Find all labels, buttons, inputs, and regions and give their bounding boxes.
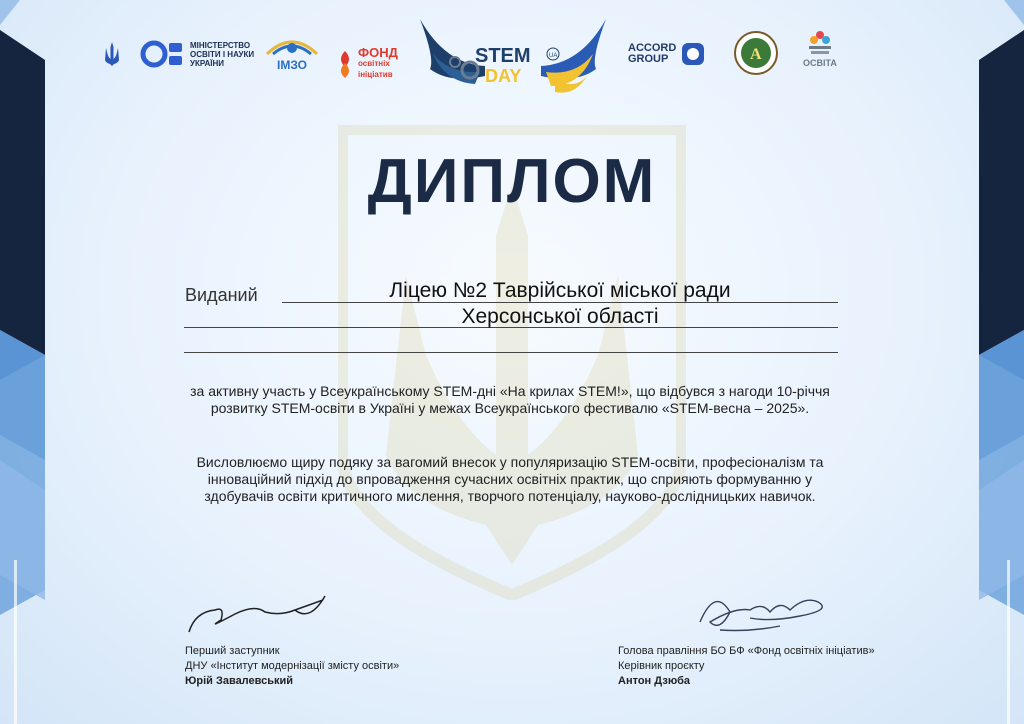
signer-right-position2: Керівник проєкту xyxy=(618,660,705,672)
seal-letter: А xyxy=(750,46,762,63)
recipient-name-line-1: Ліцею №2 Таврійської міської ради xyxy=(389,279,731,302)
accord-logo xyxy=(628,41,706,67)
recipient-name-line-2: Херсонської області xyxy=(461,305,659,328)
school-seal-logo xyxy=(733,30,779,76)
stem-word: STEM xyxy=(475,45,531,67)
imzo-text: ІМЗО xyxy=(276,58,308,72)
fond-text xyxy=(358,36,398,91)
osvita-logo xyxy=(803,28,837,68)
imzo-logo xyxy=(265,36,319,72)
fond-logo xyxy=(336,36,398,91)
day-word: DAY xyxy=(485,66,522,86)
ministry-text: МІНІСТЕРСТВО ОСВІТИ І НАУКИ УКРАЇНИ xyxy=(190,40,255,68)
gratitude-text: Висловлюємо щиру подяку за вагомий внесок у популяризацію STEM-освіти, професіоналізм та інноваційний підхід до впровадження сучасних освітніх практик, що сприяють формуванню у здобувачів освіти критичного мислення, творчого потенціалу, науково-дослідницьких навичок. xyxy=(196,454,824,504)
participation-text: за активну участь у Всеукраїнському STEM-дні «На крилах STEM!», що відбувся з нагоди 10-річчя розвитку STEM-освіти в Україні у межах Всеукраїнського фестивалю «STEM-весна – 2025». xyxy=(190,383,830,416)
ua-mark: UA xyxy=(549,53,558,59)
signature-left xyxy=(185,592,330,640)
coat-of-arms-icon xyxy=(104,41,120,67)
ministry-logo xyxy=(140,40,254,68)
signer-left-position1: Перший заступник xyxy=(185,645,280,657)
logo-bar xyxy=(0,14,1024,104)
signature-right xyxy=(690,582,840,640)
recipient-line-3 xyxy=(184,352,838,353)
issued-label: Виданий xyxy=(185,285,258,305)
signer-right-block xyxy=(618,644,875,689)
fond-subtitle: освітніх ініціатив xyxy=(358,59,393,79)
signer-left-name: Юрій Завалевський xyxy=(185,675,294,687)
signer-right-position1: Голова правління БО БФ «Фонд освітніх ініціатив» xyxy=(618,645,875,657)
signer-left-position2: ДНУ «Інститут модернізації змісту освіти» xyxy=(185,660,400,672)
stem-day-logo xyxy=(415,14,611,100)
signer-right-name: Антон Дзюба xyxy=(618,675,690,687)
fond-title: ФОНД xyxy=(358,45,398,60)
osvita-text: ОСВІТА xyxy=(803,58,837,68)
accord-text: ACCORD GROUP xyxy=(628,42,677,65)
diploma-title: ДИПЛОМ xyxy=(367,147,657,216)
signer-left-block xyxy=(185,644,399,689)
